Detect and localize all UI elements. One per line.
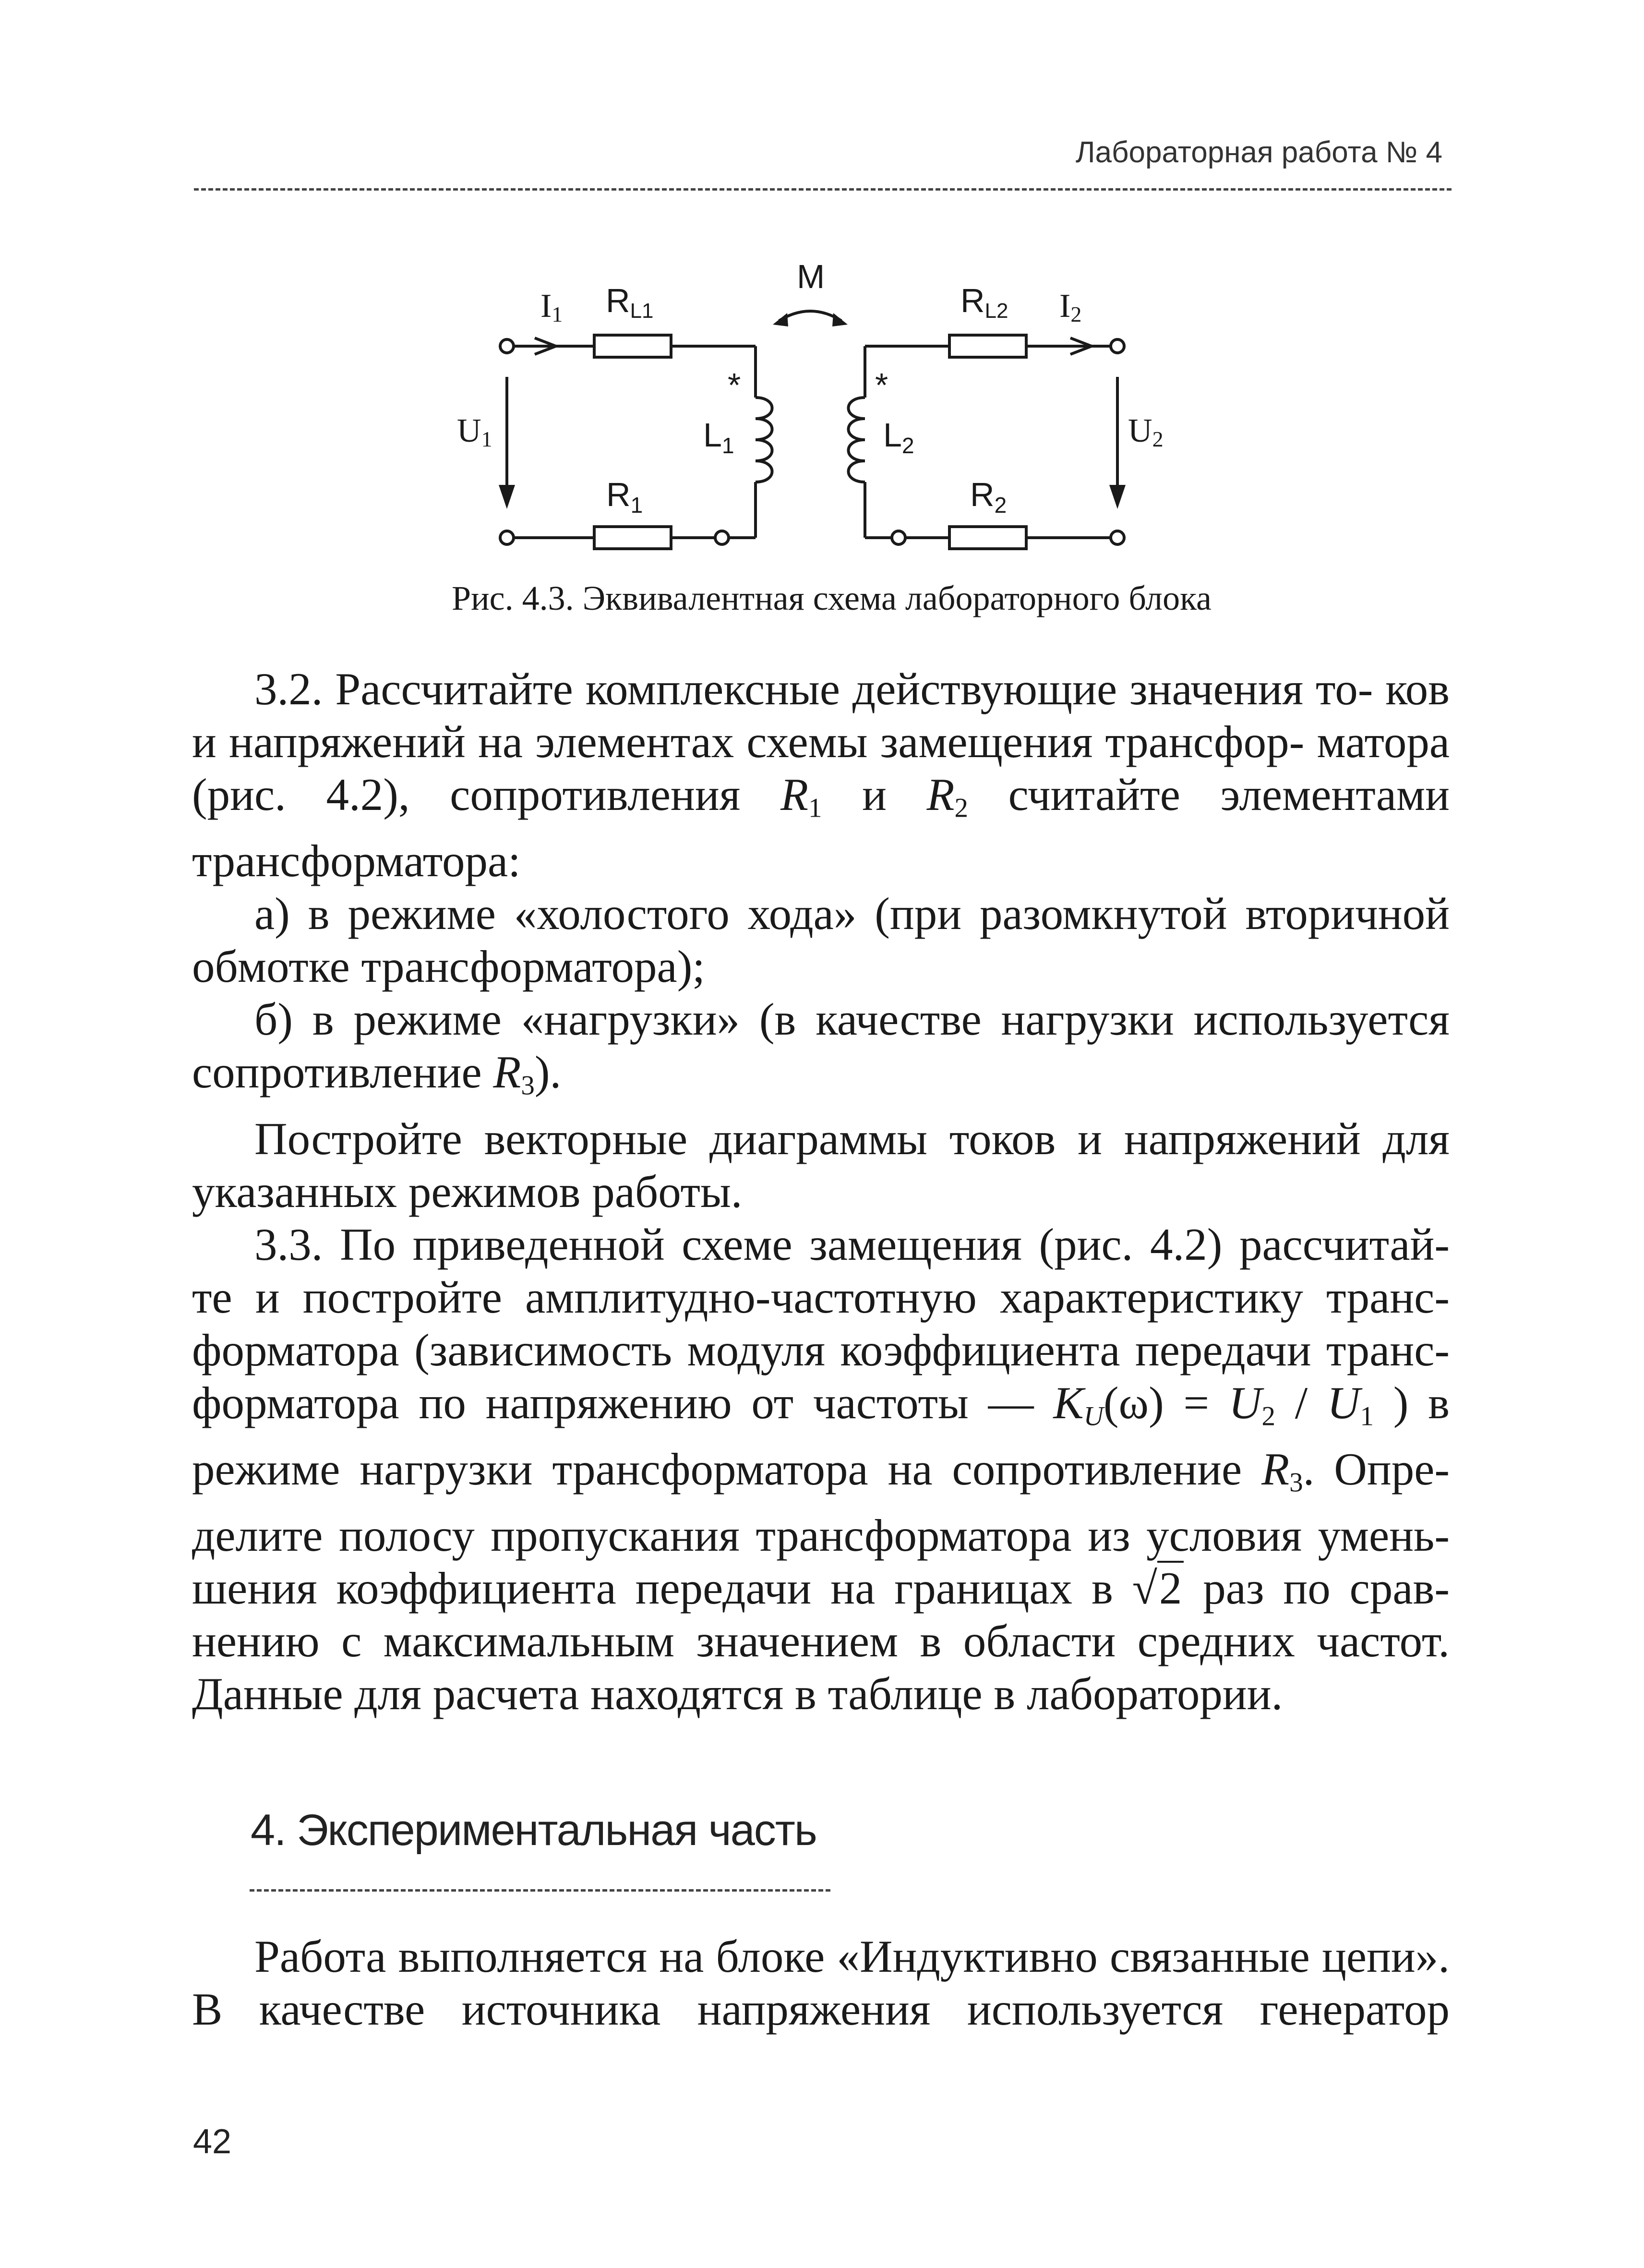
label-m: M: [797, 258, 825, 295]
mutual-coupling-arrow: [773, 311, 848, 326]
resistor-rl1: [594, 335, 671, 357]
label-r1: $R_1$: [606, 476, 643, 518]
label-rl2: RL2: [960, 282, 1008, 323]
terminal-r1-right: [715, 531, 729, 544]
inductor-l1: [756, 398, 772, 482]
label-l2: $L_2$: [883, 416, 914, 458]
paragraph-mode-a: а) в режиме «холостого хода» (при разомкнутой вторичной обмотке трансформатора);: [192, 888, 1450, 992]
label-l1: $L_1$: [703, 416, 734, 458]
label-r2: $R_2$: [970, 476, 1007, 518]
section-4-title: 4. Экспериментальная часть: [251, 1806, 816, 1855]
left-terminals: [500, 339, 729, 544]
inductor-l2: [849, 398, 865, 482]
right-terminals: [892, 339, 1124, 544]
running-title: Лабораторная работа № 4: [1075, 136, 1442, 169]
label-i1: I1: [540, 288, 563, 326]
arrow-u1: [499, 377, 515, 509]
label-i2: I2: [1059, 288, 1082, 326]
paragraph-4-2: В качестве источника напряжения используется генератор: [192, 1984, 1450, 2035]
terminal-out-bottom: [1111, 531, 1124, 544]
terminal-in-bottom: [500, 531, 514, 544]
sqrt-two: √2: [1132, 1561, 1184, 1614]
transfer-function-formula: $K_U(\omega) = U_2 / U_1$ ): [1053, 1377, 1409, 1431]
dot-mark-l1: *: [728, 366, 741, 404]
resistor-r2: [949, 527, 1026, 549]
circuit-diagram: [422, 240, 1238, 576]
section3-body: [192, 663, 1450, 1720]
terminal-r2-left: [892, 531, 905, 544]
paragraph-mode-b: б) в режиме «нагрузки» (в качестве нагрузки используется сопротивление $R_3$).: [192, 994, 1450, 1101]
label-u1: U1: [457, 412, 492, 451]
dot-mark-l2: *: [875, 366, 888, 404]
section-title-underline: [250, 1889, 830, 1892]
label-u2: U2: [1128, 412, 1164, 451]
label-rl1: RL1: [606, 282, 654, 323]
resistor-rl2: [949, 335, 1026, 357]
terminal-out-top: [1111, 339, 1124, 353]
paragraph-4-1: Работа выполняется на блоке «Индуктивно связанные цепи».: [254, 1931, 1450, 1982]
paragraph-vector-diagrams: Постройте векторные диаграммы токов и напряжений для указанных режимов работы.: [192, 1113, 1450, 1217]
header-divider: [194, 188, 1452, 191]
terminal-in-top: [500, 339, 514, 353]
resistor-r1: [594, 527, 671, 549]
paragraph-3-2: 3.2. Рассчитайте комплексные действующие значения то- ков и напряжений на элементах схемы замещения трансфор- матора (рис. 4.2), сопротивления $R_1$ и $R_2$ считайте элементами трансформатора:: [192, 664, 1450, 887]
section4-body: [192, 1930, 1450, 2036]
paragraph-3-3: 3.3. По приведенной схеме замещения (рис. 4.2) рассчитай- те и постройте амплитудно-частотную характеристику транс- форматора (зависимость модуля коэффициента передачи транс- форматора по напряжению от частоты — $K_U(\omega) = U_2 / U_1$ ) в режиме нагрузки трансформатора на сопротивление $R_3$. Опре- делите полосу пропускания трансформатора из условия умень- шения коэффициента передачи на границах в √2 раз по срав- нению с максимальным значением в области средних частот. Данные для расчета находятся в таблице в лаборатории.: [192, 1218, 1450, 1719]
figure-caption: Рис. 4.3. Эквивалентная схема лабораторного блока: [452, 579, 1212, 617]
page-number: 42: [193, 2123, 232, 2161]
arrow-u2: [1109, 377, 1126, 509]
